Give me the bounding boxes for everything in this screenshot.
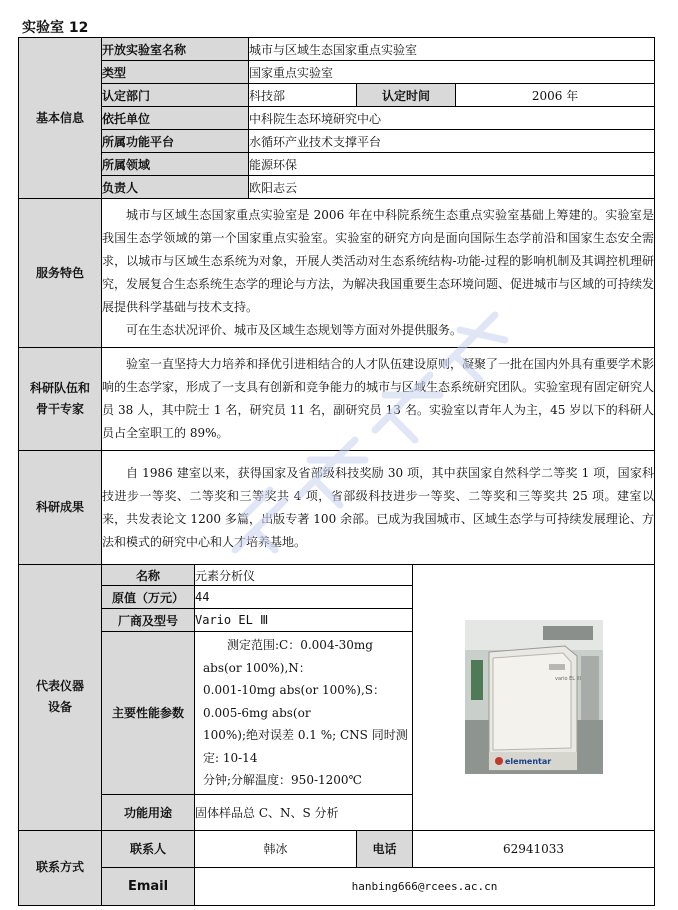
- section-contact: 联系方式: [19, 830, 102, 905]
- label-instrument-use: 功能用途: [102, 794, 195, 830]
- photo-brand-logo: elementar: [504, 757, 551, 767]
- perf-line-4: 分钟;分解温度：950-1200℃: [203, 773, 362, 787]
- label-host-unit: 依托单位: [102, 107, 249, 130]
- value-host-unit: 中科院生态环境研究中心: [249, 107, 655, 130]
- value-instrument-name: 元素分析仪: [195, 565, 413, 586]
- perf-line-1: 测定范围:C：0.004-30mg abs(or 100%),N：: [203, 638, 373, 675]
- team-paragraph: 验室一直坚持大力培养和择优引进相结合的人才队伍建设原则，凝聚了一批在国内外具有重要学术影响的生态学家，形成了一支具有创新和竞争能力的城市与区域生态系统研究团队。实验室现有固定研究人员 38 人，其中院士 1 名，研究员 11 名，副研究员 13 名。实验室以青年人为主，45 岁以下的科研人员占全室职工的 89%。: [102, 357, 655, 440]
- elemental-analyzer-image: [465, 620, 603, 774]
- value-accredit-time: 2006 年: [456, 84, 655, 107]
- section-instrument-line1: 代表仪器: [35, 679, 84, 694]
- instrument-photo: [465, 620, 603, 774]
- perf-line-2: 0.001-10mg abs(or 100%),S：0.005-6mg abs(or: [203, 683, 386, 720]
- perf-line-3: 100%);绝对误差 0.1 %; CNS 同时测定: 10-14: [203, 728, 408, 765]
- instrument-photo-cell: [413, 565, 655, 831]
- value-phone: 62941033: [413, 830, 655, 867]
- label-field: 所属领域: [102, 153, 249, 176]
- photo-model-text: vario EL III: [554, 676, 581, 683]
- label-instrument-model: 厂商及型号: [102, 609, 195, 632]
- section-team-line1: 科研队伍和: [29, 381, 90, 395]
- section-service: 服务特色: [19, 199, 102, 348]
- service-paragraph-2: 可在生态状况评价、城市及区域生态规划等方面对外提供服务。: [126, 323, 463, 337]
- label-lab-name: 开放实验室名称: [102, 38, 249, 61]
- service-text: [102, 199, 655, 348]
- section-instrument: [19, 565, 102, 831]
- label-instrument-name: 名称: [102, 565, 195, 586]
- value-instrument-price: 44: [195, 586, 413, 609]
- value-platform: 水循环产业技术支撑平台: [249, 130, 655, 153]
- section-basic-info: 基本信息: [19, 38, 102, 199]
- value-instrument-performance: [195, 632, 413, 795]
- value-email[interactable]: hanbing666@rcees.ac.cn: [195, 867, 655, 905]
- label-accredit-time: 认定时间: [357, 84, 456, 107]
- value-department: 科技部: [249, 84, 357, 107]
- section-team-line2: 骨干专家: [35, 402, 84, 416]
- value-type: 国家重点实验室: [249, 61, 655, 84]
- achievements-paragraph: 自 1986 建室以来，获得国家及省部级科技奖励 30 项，其中获国家自然科学二等奖 1 项，国家科技进步一等奖、二等奖和三等奖共 4 项，省部级科技进步一等奖、二等奖和三等奖共 25 项。建室以来，共发表论文 1200 多篇，出版专著 100 余部。已成为我国城市、区域生态学与可持续发展理论、方法和模式的研究中心和人才培养基地。: [102, 465, 655, 549]
- label-instrument-price: 原值（万元）: [102, 586, 195, 609]
- section-achievements: 科研成果: [19, 451, 102, 565]
- label-director: 负责人: [102, 176, 249, 199]
- lab-info-table: [18, 37, 655, 906]
- label-contact-person: 联系人: [102, 830, 195, 867]
- label-type: 类型: [102, 61, 249, 84]
- achievements-text: [102, 451, 655, 565]
- label-phone: 电话: [357, 830, 413, 867]
- value-instrument-use: 固体样品总 C、N、S 分析: [195, 794, 413, 830]
- label-platform: 所属功能平台: [102, 130, 249, 153]
- value-contact-person: 韩冰: [195, 830, 357, 867]
- label-department: 认定部门: [102, 84, 249, 107]
- value-field: 能源环保: [249, 153, 655, 176]
- label-instrument-performance: 主要性能参数: [102, 632, 195, 795]
- team-text: [102, 348, 655, 451]
- value-instrument-model: Vario EL Ⅲ: [195, 609, 413, 632]
- page-title: 实验室 12: [22, 20, 89, 36]
- value-director: 欧阳志云: [249, 176, 655, 199]
- section-instrument-line2: 设备: [47, 700, 72, 715]
- section-team: [19, 348, 102, 451]
- label-email: Email: [102, 867, 195, 905]
- service-paragraph-1: 城市与区域生态国家重点实验室是 2006 年在中科院系统生态重点实验室基础上筹建的。实验室是我国生态学领域的第一个国家重点实验室。实验室的研究方向是面向国际生态学前沿和国家生态安全需求，以城市与区域生态系统为对象，开展人类活动对生态系统结构-功能-过程的影响机制及其调控机理研究，发展复合生态系统生态学的理论与方法，为解决我国重要生态环境问题、促进城市与区域的可持续发展提供科学基础与技术支持。: [102, 208, 655, 314]
- value-lab-name: 城市与区域生态国家重点实验室: [249, 38, 655, 61]
